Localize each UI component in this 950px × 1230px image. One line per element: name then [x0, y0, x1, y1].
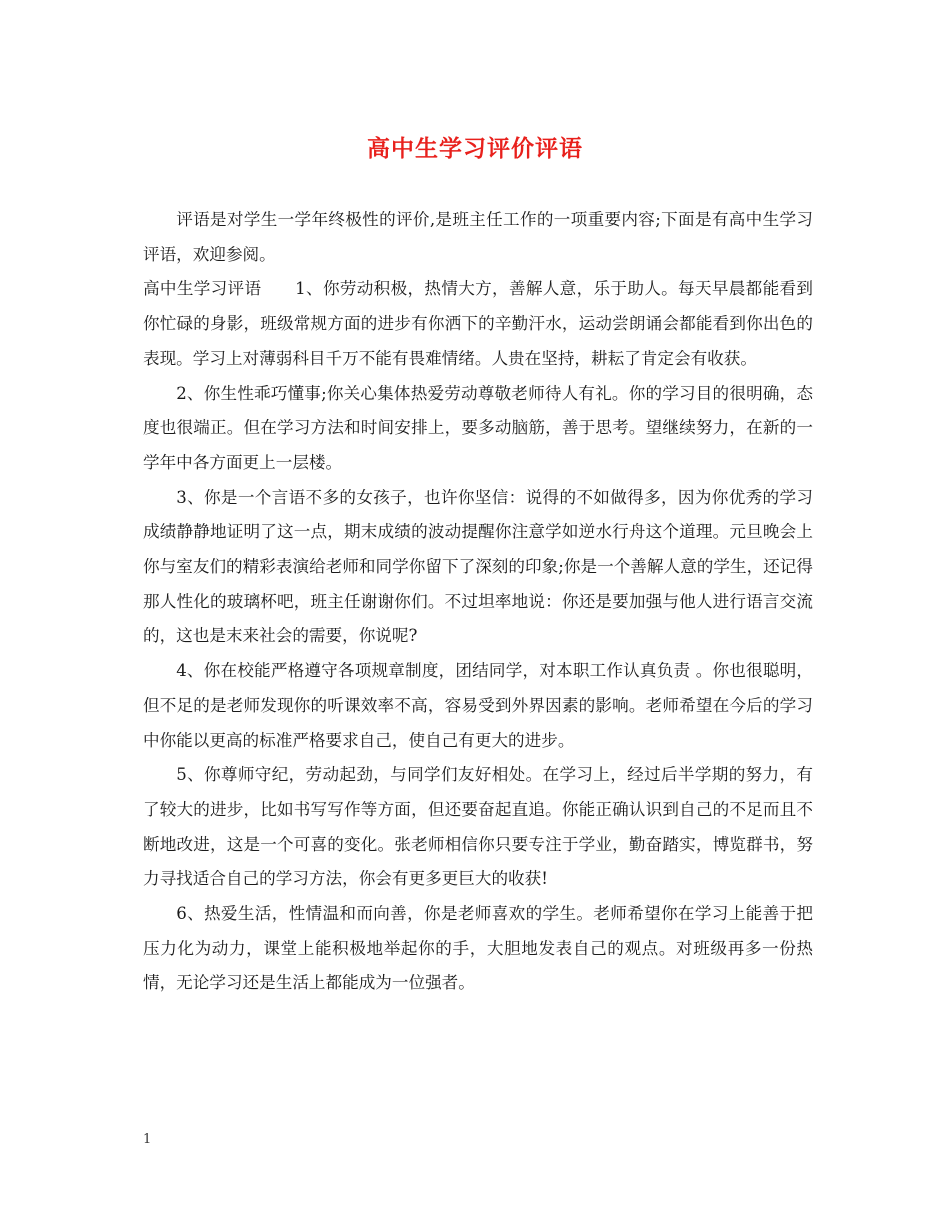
document-body — [143, 203, 813, 1001]
comment-paragraph-1: 高中生学习评语 1、你劳动积极，热情大方，善解人意，乐于助人。每天早晨都能看到你忙碌的身影，班级常规方面的进步有你洒下的辛勤汗水，运动尝朗诵会都能看到你出色的表现。学习上对薄弱科目千万不能有畏难情绪。人贵在坚持，耕耘了肯定会有收获。 — [143, 279, 813, 368]
comment-paragraph-5: 5、你尊师守纪，劳动起劲，与同学们友好相处。在学习上，经过后半学期的努力，有了较大的进步，比如书写写作等方面，但还要奋起直追。你能正确认识到自己的不足而且不断地改进，这是一个可喜的变化。张老师相信你只要专注于学业，勤奋踏实，博览群书，努力寻找适合自己的学习方法，你会有更多更巨大的收获! — [143, 765, 813, 889]
page-title: 高中生学习评价评语 — [367, 135, 583, 162]
comment-paragraph-3: 3、你是一个言语不多的女孩子，也许你坚信：说得的不如做得多，因为你优秀的学习成绩静静地证明了这一点，期末成绩的波动提醒你注意学如逆水行舟这个道理。元旦晚会上你与室友们的精彩表演给老师和同学你留下了深刻的印象;你是一个善解人意的学生，还记得那人性化的玻璃杯吧，班主任谢谢你们。不过坦率地说：你还是要加强与他人进行语言交流的，这也是末来社会的需要，你说呢? — [143, 487, 813, 646]
comment-paragraph-2: 2、你生性乖巧懂事;你关心集体热爱劳动尊敬老师待人有礼。你的学习目的很明确，态度也很端正。但在学习方法和时间安排上，要多动脑筋，善于思考。望继续努力，在新的一学年中各方面更上一层楼。 — [143, 383, 813, 472]
comment-paragraph-4: 4、你在校能严格遵守各项规章制度，团结同学，对本职工作认真负责 。你也很聪明，但不足的是老师发现你的听课效率不高，容易受到外界因素的影响。老师希望在今后的学习中你能以更高的标准严格要求自己，使自己有更大的进步。 — [143, 661, 813, 750]
comment-paragraph-6: 6、热爱生活，性情温和而向善，你是老师喜欢的学生。老师希望你在学习上能善于把压力化为动力，课堂上能积极地举起你的手，大胆地发表自己的观点。对班级再多一份热情，无论学习还是生活上都能成为一位强者。 — [143, 904, 813, 993]
intro-paragraph: 评语是对学生一学年终极性的评价,是班主任工作的一项重要内容;下面是有高中生学习评语，欢迎参阅。 — [143, 210, 813, 264]
page-number: 1 — [143, 1132, 152, 1147]
